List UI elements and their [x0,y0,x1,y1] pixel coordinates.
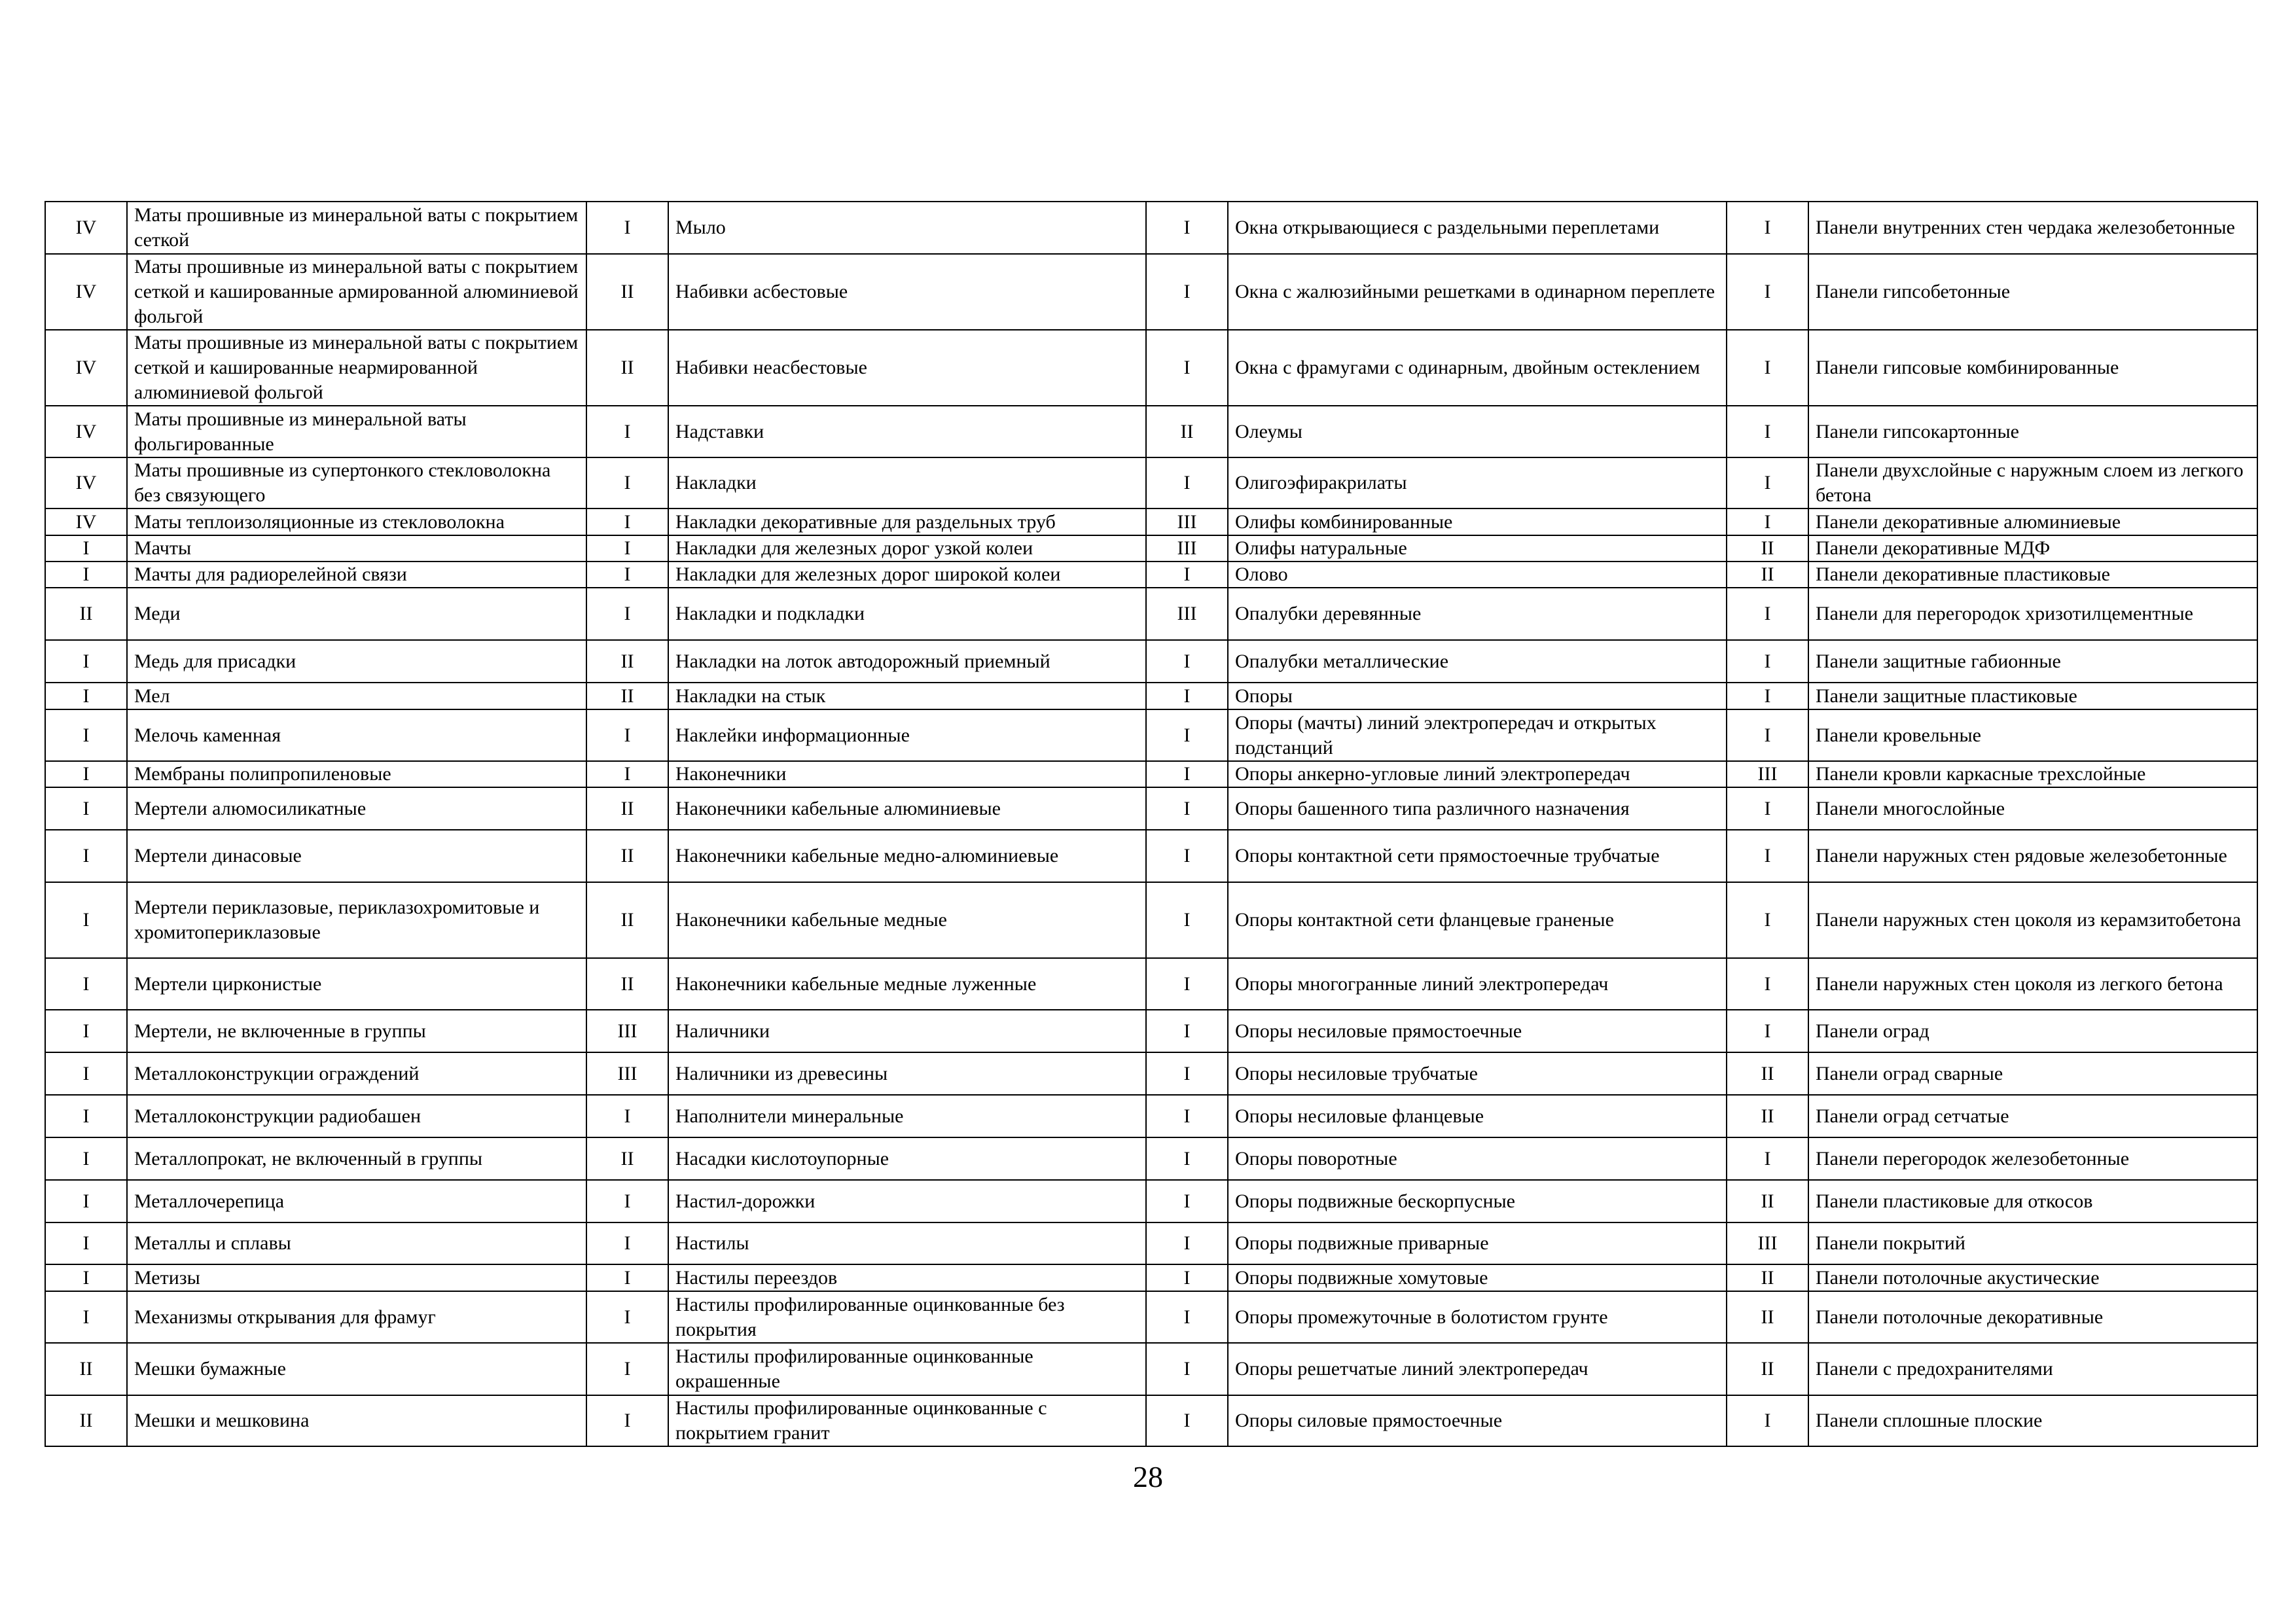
material-name-cell: Олигоэфиракрилаты [1228,457,1727,508]
category-cell: I [586,535,668,562]
material-name-cell: Наконечники кабельные медные [668,882,1146,958]
category-cell: I [45,1291,127,1343]
material-name-cell: Мачты для радиорелейной связи [127,562,586,588]
material-name-cell: Панели внутренних стен чердака железобетонные [1808,202,2257,254]
material-name-cell: Окна с фрамугами с одинарным, двойным остеклением [1228,330,1727,406]
table-row [45,588,2257,640]
category-cell: I [1727,1137,1808,1180]
material-name-cell: Мертели цирконистые [127,958,586,1010]
material-name-cell: Накладки для железных дорог узкой колеи [668,535,1146,562]
material-name-cell: Маты прошивные из минеральной ваты с покрытием сеткой и кашированные армированной алюминиевой фольгой [127,254,586,330]
material-name-cell: Настилы профилированные оцинкованные без покрытия [668,1291,1146,1343]
category-cell: I [586,1180,668,1222]
material-name-cell: Механизмы открывания для фрамуг [127,1291,586,1343]
category-cell: IV [45,406,127,457]
category-cell: I [45,958,127,1010]
material-name-cell: Панели гипсобетонные [1808,254,2257,330]
material-name-cell: Маты теплоизоляционные из стекловолокна [127,508,586,535]
category-cell: II [45,1395,127,1446]
material-name-cell: Набивки неасбестовые [668,330,1146,406]
material-name-cell: Медь для присадки [127,640,586,683]
material-name-cell: Опоры подвижные приварные [1228,1222,1727,1264]
material-name-cell: Панели сплошные плоские [1808,1395,2257,1446]
category-cell: I [586,1395,668,1446]
category-cell: II [586,958,668,1010]
material-name-cell: Наполнители минеральные [668,1095,1146,1137]
category-cell: I [1727,709,1808,761]
category-cell: I [1727,508,1808,535]
category-cell: I [586,562,668,588]
material-name-cell: Панели покрытий [1808,1222,2257,1264]
material-name-cell: Панели декоративные МДФ [1808,535,2257,562]
material-name-cell: Олово [1228,562,1727,588]
category-cell: I [1146,457,1228,508]
material-name-cell: Наклейки информационные [668,709,1146,761]
material-name-cell: Металлопрокат, не включенный в группы [127,1137,586,1180]
material-name-cell: Мешки и мешковина [127,1395,586,1446]
category-cell: II [586,787,668,830]
material-name-cell: Настилы переездов [668,1264,1146,1291]
category-cell: I [1727,640,1808,683]
material-name-cell: Панели оград сварные [1808,1052,2257,1095]
table-row [45,254,2257,330]
category-cell: I [1146,1222,1228,1264]
category-cell: III [1146,588,1228,640]
material-name-cell: Наличники из древесины [668,1052,1146,1095]
material-name-cell: Окна открывающиеся с раздельными переплетами [1228,202,1727,254]
category-cell: I [1146,1010,1228,1052]
category-cell: I [45,1264,127,1291]
material-name-cell: Опоры контактной сети прямостоечные трубчатые [1228,830,1727,882]
table-row [45,535,2257,562]
category-cell: I [1727,787,1808,830]
material-name-cell: Металлоконструкции радиобашен [127,1095,586,1137]
material-name-cell: Панели наружных стен цоколя из керамзитобетона [1808,882,2257,958]
material-name-cell: Опоры поворотные [1228,1137,1727,1180]
material-name-cell: Панели защитные пластиковые [1808,683,2257,709]
material-name-cell: Мертели динасовые [127,830,586,882]
category-cell: I [45,830,127,882]
material-name-cell: Надставки [668,406,1146,457]
page-number: 28 [1133,1460,1163,1493]
category-cell: I [1146,761,1228,787]
category-cell: I [1727,330,1808,406]
category-cell: I [1146,1052,1228,1095]
category-cell: III [1146,535,1228,562]
category-cell: I [586,1291,668,1343]
material-name-cell: Настил-дорожки [668,1180,1146,1222]
category-cell: I [1146,1291,1228,1343]
table-row [45,640,2257,683]
category-cell: I [1727,830,1808,882]
material-name-cell: Опоры несиловые трубчатые [1228,1052,1727,1095]
material-name-cell: Настилы [668,1222,1146,1264]
table-row [45,562,2257,588]
material-name-cell: Наконечники [668,761,1146,787]
table-row [45,958,2257,1010]
material-name-cell: Опоры [1228,683,1727,709]
category-cell: I [45,787,127,830]
category-cell: I [586,1095,668,1137]
table-row [45,1052,2257,1095]
material-name-cell: Панели кровли каркасные трехслойные [1808,761,2257,787]
material-name-cell: Панели гипсовые комбинированные [1808,330,2257,406]
material-name-cell: Опоры контактной сети фланцевые граненые [1228,882,1727,958]
material-name-cell: Насадки кислотоупорные [668,1137,1146,1180]
table-row [45,457,2257,508]
material-name-cell: Панели потолочные декоративные [1808,1291,2257,1343]
category-cell: II [586,640,668,683]
category-cell: IV [45,330,127,406]
table-row [45,1137,2257,1180]
category-cell: I [45,1137,127,1180]
material-name-cell: Мешки бумажные [127,1343,586,1395]
material-name-cell: Опоры анкерно-угловые линий электропередач [1228,761,1727,787]
category-cell: I [1727,202,1808,254]
table-row [45,683,2257,709]
material-name-cell: Панели двухслойные с наружным слоем из легкого бетона [1808,457,2257,508]
table-row [45,761,2257,787]
material-name-cell: Мачты [127,535,586,562]
category-cell: I [1146,1343,1228,1395]
material-name-cell: Маты прошивные из минеральной ваты с покрытием сеткой и кашированные неармированной алюминиевой фольгой [127,330,586,406]
material-name-cell: Олифы комбинированные [1228,508,1727,535]
material-name-cell: Опалубки деревянные [1228,588,1727,640]
category-cell: II [45,588,127,640]
category-cell: II [586,330,668,406]
material-name-cell: Мертели алюмосиликатные [127,787,586,830]
material-name-cell: Панели пластиковые для откосов [1808,1180,2257,1222]
category-cell: I [1727,1010,1808,1052]
category-cell: II [586,882,668,958]
material-name-cell: Панели наружных стен цоколя из легкого бетона [1808,958,2257,1010]
category-cell: I [1727,882,1808,958]
material-name-cell: Опоры промежуточные в болотистом грунте [1228,1291,1727,1343]
table-row [45,202,2257,254]
material-name-cell: Накладки на стык [668,683,1146,709]
table-row [45,1010,2257,1052]
category-cell: I [1146,709,1228,761]
category-cell: II [1727,1264,1808,1291]
category-cell: II [586,683,668,709]
table-row [45,882,2257,958]
material-name-cell: Панели оград сетчатые [1808,1095,2257,1137]
category-cell: I [1146,330,1228,406]
material-name-cell: Опоры многогранные линий электропередач [1228,958,1727,1010]
material-name-cell: Металлы и сплавы [127,1222,586,1264]
material-name-cell: Металлоконструкции ограждений [127,1052,586,1095]
category-cell: III [586,1052,668,1095]
material-name-cell: Меди [127,588,586,640]
material-name-cell: Панели декоративные алюминиевые [1808,508,2257,535]
category-cell: I [45,535,127,562]
category-cell: II [1727,1095,1808,1137]
table-row [45,787,2257,830]
category-cell: I [1727,958,1808,1010]
material-name-cell: Маты прошивные из минеральной ваты фольгированные [127,406,586,457]
material-name-cell: Панели с предохранителями [1808,1343,2257,1395]
category-cell: I [45,882,127,958]
material-name-cell: Набивки асбестовые [668,254,1146,330]
category-cell: I [45,640,127,683]
material-name-cell: Олифы натуральные [1228,535,1727,562]
category-cell: II [1727,562,1808,588]
category-cell: I [586,761,668,787]
category-cell: II [1727,1291,1808,1343]
category-cell: I [1146,1095,1228,1137]
material-name-cell: Настилы профилированные оцинкованные окрашенные [668,1343,1146,1395]
table-row [45,1095,2257,1137]
material-name-cell: Накладки [668,457,1146,508]
category-cell: I [1146,1264,1228,1291]
table-row [45,330,2257,406]
category-cell: I [45,1180,127,1222]
category-cell: I [1146,1395,1228,1446]
category-cell: II [45,1343,127,1395]
material-name-cell: Опоры несиловые прямостоечные [1228,1010,1727,1052]
category-cell: I [45,1222,127,1264]
category-cell: I [586,709,668,761]
table-row [45,709,2257,761]
category-cell: I [1146,640,1228,683]
category-cell: II [1727,1180,1808,1222]
category-cell: I [45,1095,127,1137]
material-name-cell: Мембраны полипропиленовые [127,761,586,787]
material-name-cell: Наконечники кабельные медно-алюминиевые [668,830,1146,882]
material-name-cell: Накладки и подкладки [668,588,1146,640]
table-row [45,1291,2257,1343]
material-name-cell: Опоры силовые прямостоечные [1228,1395,1727,1446]
category-cell: I [586,1264,668,1291]
category-cell: I [1727,254,1808,330]
material-name-cell: Маты прошивные из супертонкого стекловолокна без связующего [127,457,586,508]
table-row [45,508,2257,535]
category-cell: I [45,683,127,709]
table-row [45,1180,2257,1222]
material-name-cell: Окна с жалюзийными решетками в одинарном переплете [1228,254,1727,330]
material-name-cell: Опоры подвижные бескорпусные [1228,1180,1727,1222]
material-name-cell: Панели потолочные акустические [1808,1264,2257,1291]
material-name-cell: Опоры несиловые фланцевые [1228,1095,1727,1137]
category-cell: I [1146,683,1228,709]
material-name-cell: Панели гипсокартонные [1808,406,2257,457]
category-cell: I [586,588,668,640]
table-row [45,1222,2257,1264]
category-cell: II [586,254,668,330]
material-name-cell: Панели декоративные пластиковые [1808,562,2257,588]
category-cell: I [45,562,127,588]
material-name-cell: Олеумы [1228,406,1727,457]
category-cell: III [1727,1222,1808,1264]
material-name-cell: Мертели периклазовые, периклазохромитовые и хромитопериклазовые [127,882,586,958]
materials-table [45,201,2258,1447]
table-row [45,830,2257,882]
category-cell: I [586,1343,668,1395]
material-name-cell: Метизы [127,1264,586,1291]
category-cell: I [45,1052,127,1095]
material-name-cell: Опоры подвижные хомутовые [1228,1264,1727,1291]
category-cell: II [1146,406,1228,457]
category-cell: I [45,709,127,761]
material-name-cell: Накладки на лоток автодорожный приемный [668,640,1146,683]
material-name-cell: Панели многослойные [1808,787,2257,830]
category-cell: I [586,202,668,254]
category-cell: I [1146,1180,1228,1222]
material-name-cell: Мыло [668,202,1146,254]
category-cell: I [1146,1137,1228,1180]
material-name-cell: Накладки для железных дорог широкой колеи [668,562,1146,588]
material-name-cell: Панели перегородок железобетонные [1808,1137,2257,1180]
category-cell: II [586,1137,668,1180]
material-name-cell: Настилы профилированные оцинкованные с покрытием гранит [668,1395,1146,1446]
category-cell: II [1727,535,1808,562]
material-name-cell: Накладки декоративные для раздельных труб [668,508,1146,535]
material-name-cell: Опоры (мачты) линий электропередач и открытых подстанций [1228,709,1727,761]
material-name-cell: Опалубки металлические [1228,640,1727,683]
category-cell: IV [45,254,127,330]
category-cell: III [1146,508,1228,535]
material-name-cell: Панели для перегородок хризотилцементные [1808,588,2257,640]
material-name-cell: Опоры решетчатые линий электропередач [1228,1343,1727,1395]
material-name-cell: Опоры башенного типа различного назначения [1228,787,1727,830]
category-cell: I [45,1010,127,1052]
material-name-cell: Мел [127,683,586,709]
category-cell: IV [45,202,127,254]
material-name-cell: Маты прошивные из минеральной ваты с покрытием сеткой [127,202,586,254]
category-cell: I [1727,683,1808,709]
table-row [45,1395,2257,1446]
table-row [45,1343,2257,1395]
category-cell: I [586,457,668,508]
material-name-cell: Мертели, не включенные в группы [127,1010,586,1052]
category-cell: I [1727,406,1808,457]
category-cell: I [1146,202,1228,254]
category-cell: I [1146,562,1228,588]
material-name-cell: Панели защитные габионные [1808,640,2257,683]
category-cell: II [1727,1052,1808,1095]
table-row [45,1264,2257,1291]
material-name-cell: Панели оград [1808,1010,2257,1052]
material-name-cell: Мелочь каменная [127,709,586,761]
table-row [45,406,2257,457]
category-cell: I [45,761,127,787]
material-name-cell: Наконечники кабельные алюминиевые [668,787,1146,830]
category-cell: II [1727,1343,1808,1395]
category-cell: I [1727,457,1808,508]
category-cell: I [1146,958,1228,1010]
category-cell: I [586,508,668,535]
material-name-cell: Панели кровельные [1808,709,2257,761]
category-cell: I [1727,588,1808,640]
category-cell: III [586,1010,668,1052]
category-cell: I [1146,787,1228,830]
category-cell: I [1146,882,1228,958]
material-name-cell: Наконечники кабельные медные луженные [668,958,1146,1010]
category-cell: I [586,406,668,457]
material-name-cell: Панели наружных стен рядовые железобетонные [1808,830,2257,882]
category-cell: III [1727,761,1808,787]
category-cell: I [1727,1395,1808,1446]
category-cell: I [1146,254,1228,330]
category-cell: II [586,830,668,882]
category-cell: I [586,1222,668,1264]
category-cell: IV [45,508,127,535]
category-cell: IV [45,457,127,508]
material-name-cell: Наличники [668,1010,1146,1052]
material-name-cell: Металлочерепица [127,1180,586,1222]
category-cell: I [1146,830,1228,882]
